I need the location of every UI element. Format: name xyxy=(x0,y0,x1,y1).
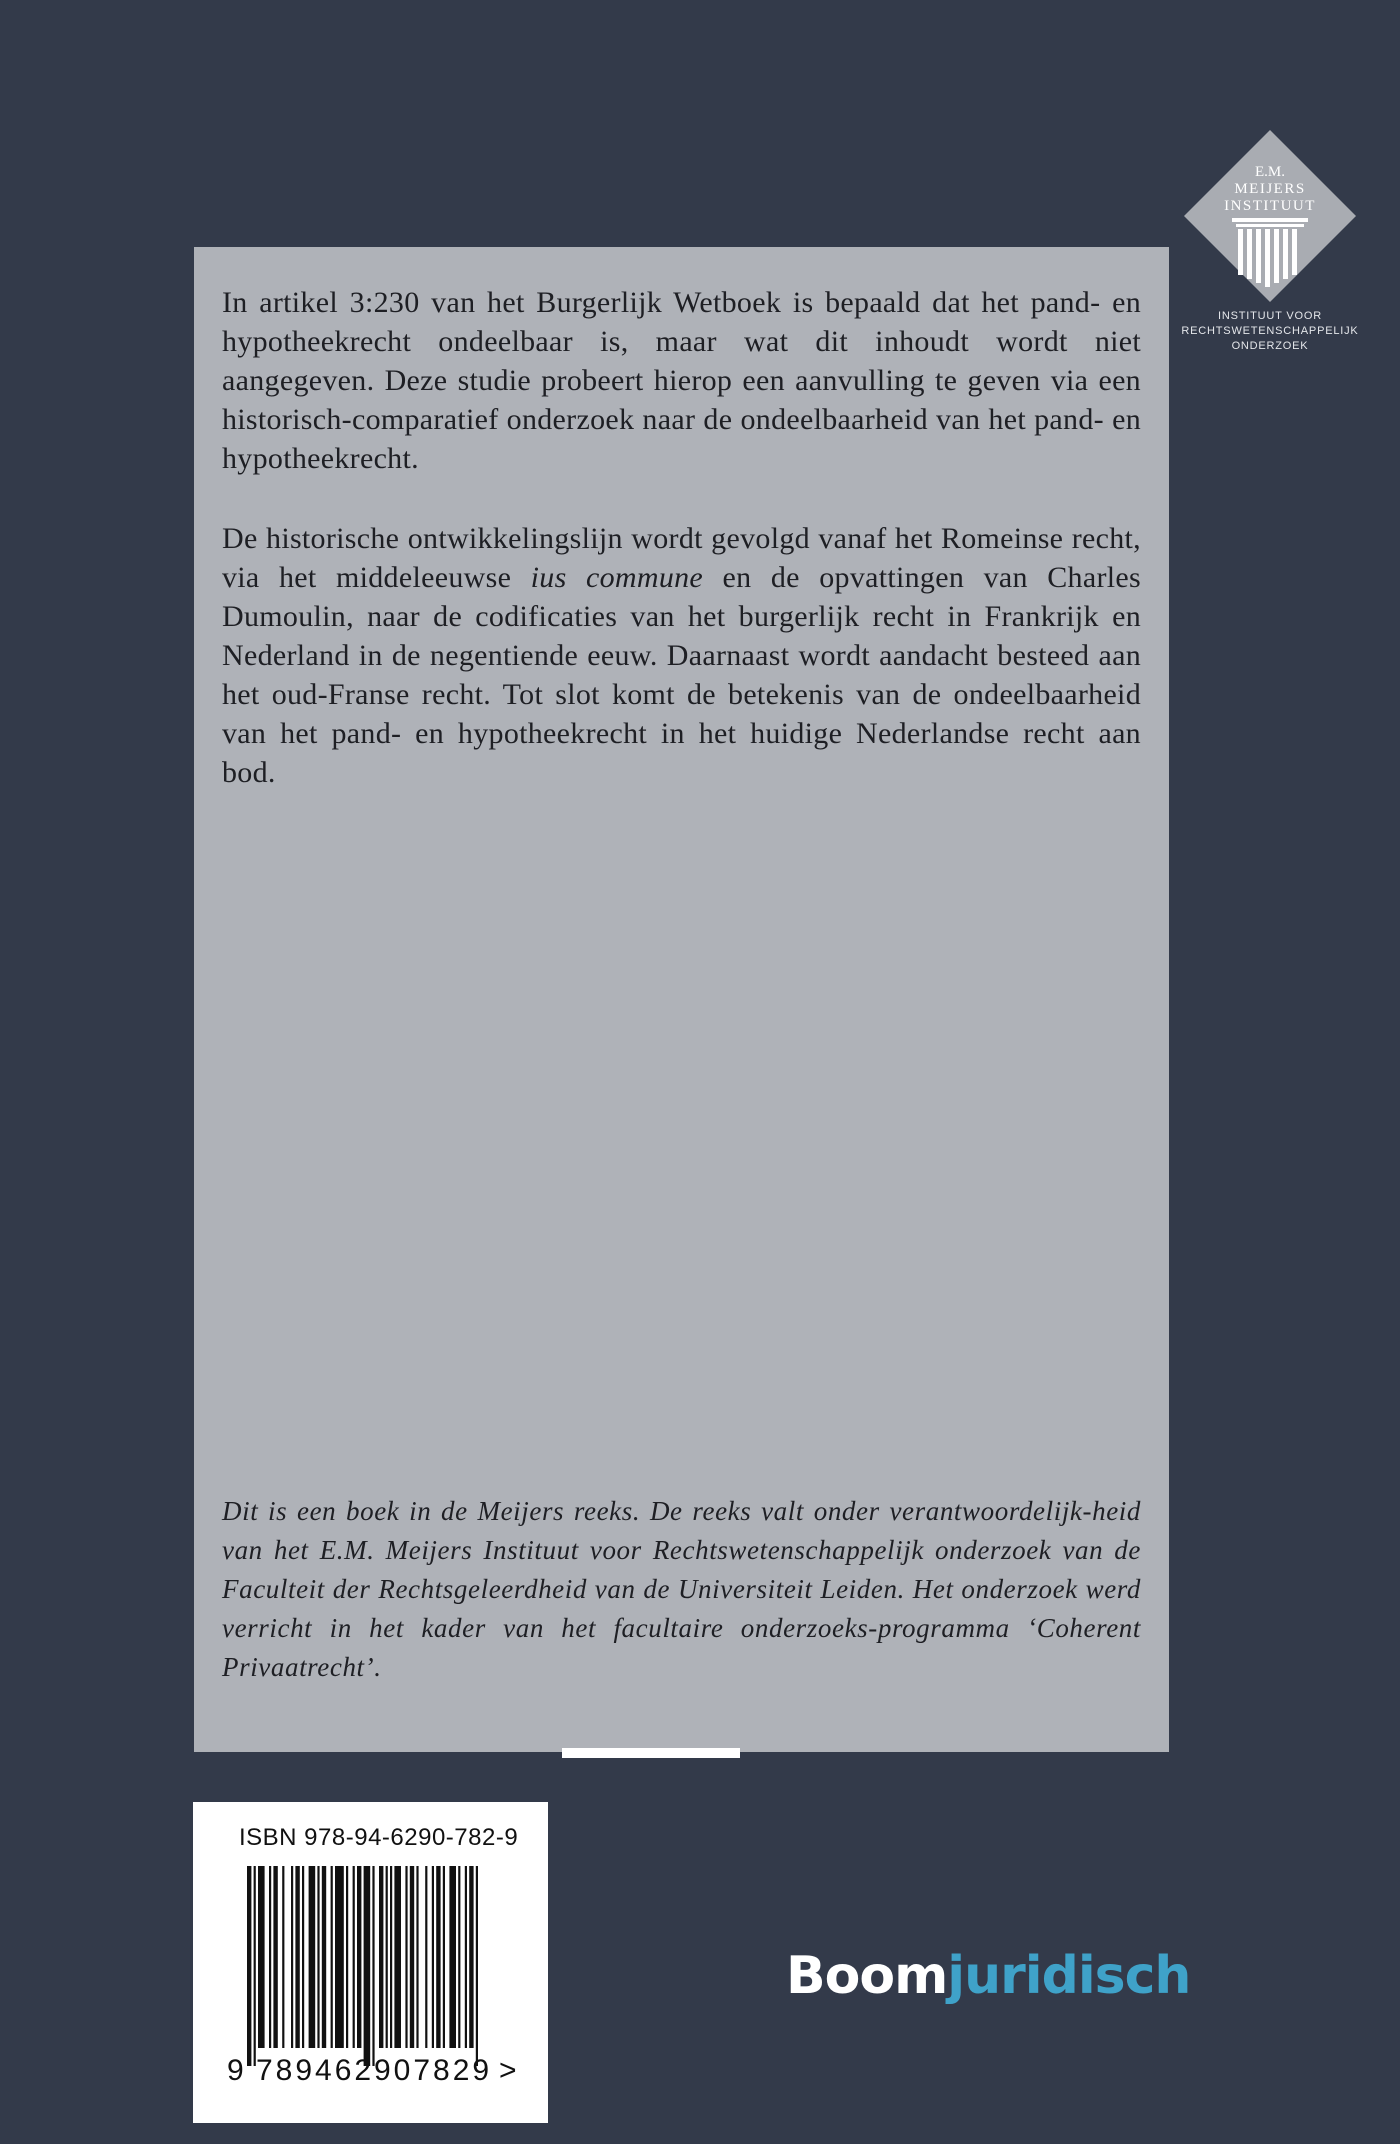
barcode-bar xyxy=(410,1866,414,2048)
barcode-bar xyxy=(291,1866,293,2048)
barcode-bar xyxy=(346,1866,348,2048)
barcode-bar xyxy=(322,1866,326,2048)
barcode-bar xyxy=(405,1866,407,2048)
blurb-paragraph-2-text-cont: en de opvattingen van Charles Dumoulin, naar de codificaties van het burgerlijk recht in Frankrijk en Nederland in de negentiende eeuw. Daarnaast wordt aandacht besteed aan het oud-Franse recht. Tot slot komt de betekenis van de ondeelbaarheid van het pand- en hypotheekrecht in het huidige Nederlandse recht aan bod. xyxy=(222,561,1141,789)
barcode-bar xyxy=(390,1866,392,2048)
logo-subtitle-line: RECHTSWETENSCHAPPELIJK xyxy=(1181,325,1359,337)
barcode-bar xyxy=(416,1866,418,2048)
panel-tab-marker xyxy=(562,1748,740,1758)
publisher-logo xyxy=(786,1946,1191,2006)
barcode-bar xyxy=(425,1866,427,2048)
barcode-bar xyxy=(353,1866,355,2048)
barcode-bars xyxy=(247,1866,497,2066)
ean-right-digits: 907829 xyxy=(374,2054,493,2087)
barcode-bar xyxy=(394,1866,401,2048)
barcode-bar xyxy=(258,1866,265,2048)
barcode-bar xyxy=(357,1866,361,2048)
blurb-paragraph-1-text: In artikel 3:230 van het Burgerlijk Wetboek is bepaald dat het pand- en hypotheekrecht ondeelbaar is, maar wat dit inhoudt wordt niet aangegeven. Deze studie probeert hierop een aanvulling te geven via een historisch-comparatief onderzoek naar de ondeelbaarheid van het pand- en hypotheekrecht. xyxy=(222,286,1141,475)
institute-diamond-emblem xyxy=(1180,128,1360,303)
barcode-bar xyxy=(269,1866,271,2048)
meijers-institute-logo xyxy=(1180,128,1360,354)
barcode-bar xyxy=(465,1866,467,2048)
barcode-bar xyxy=(331,1866,333,2048)
barcode-bar xyxy=(273,1866,277,2048)
barcode-bar xyxy=(436,1866,440,2048)
ean-end-marker: > xyxy=(499,2054,517,2087)
barcode-bar xyxy=(254,1866,256,2066)
logo-line-2: MEIJERS xyxy=(1234,181,1306,197)
ean-left-digits: 789462 xyxy=(256,2054,375,2087)
barcode-bar xyxy=(469,1866,473,2048)
barcode-bar xyxy=(309,1866,316,2048)
barcode-bar xyxy=(317,1866,319,2048)
barcode-bar xyxy=(372,1866,374,2066)
series-note: Dit is een boek in de Meijers reeks. De reeks valt onder verantwoordelijk-heid van het E.M. Meijers Instituut voor Rechtswetenschappelijk onderzoek van de Faculteit der Rechtsgeleerdheid van de Universiteit Leiden. Het onderzoek werd verricht in het kader van het facultaire onderzoeks-programma ‘Coherent Privaatrecht’. xyxy=(222,1496,1141,1682)
logo-line-3: INSTITUUT xyxy=(1224,198,1316,214)
barcode-bar xyxy=(247,1866,251,2066)
barcode-bar xyxy=(458,1866,460,2048)
blurb-paragraph-2-text: De historische ontwikkelingslijn wordt gevolgd vanaf het Romeinse recht, via het middeleeuwse xyxy=(222,522,1141,594)
barcode-bar xyxy=(379,1866,383,2048)
publisher-name-part-2: juridisch xyxy=(947,1946,1191,2006)
barcode-bar xyxy=(295,1866,299,2048)
blurb-paragraph-2 xyxy=(222,519,1141,792)
barcode-box xyxy=(193,1802,548,2123)
barcode-bar xyxy=(282,1866,284,2048)
logo-subtitle-line: ONDERZOEK xyxy=(1231,340,1309,352)
blurb-paragraph-1 xyxy=(222,283,1141,478)
isbn-label: ISBN 978-94-6290-782-9 xyxy=(239,1824,519,1851)
logo-line-1: E.M. xyxy=(1255,164,1285,180)
barcode-bar xyxy=(432,1866,434,2048)
ean-lead-digit: 9 xyxy=(227,2054,244,2087)
barcode-bar xyxy=(335,1866,344,2048)
publisher-name-part-1: Boom xyxy=(786,1946,948,2006)
blurb-italic-term: ius commune xyxy=(530,561,704,594)
barcode-bar xyxy=(449,1866,456,2048)
logo-subtitle xyxy=(1180,309,1360,354)
barcode-bar xyxy=(386,1866,388,2048)
barcode-bar xyxy=(364,1866,371,2066)
blurb-panel xyxy=(194,247,1169,1752)
logo-subtitle-line: INSTITUUT VOOR xyxy=(1218,310,1322,322)
barcode-bar xyxy=(476,1866,478,2066)
barcode-bar xyxy=(302,1866,304,2048)
barcode-bar xyxy=(443,1866,445,2048)
